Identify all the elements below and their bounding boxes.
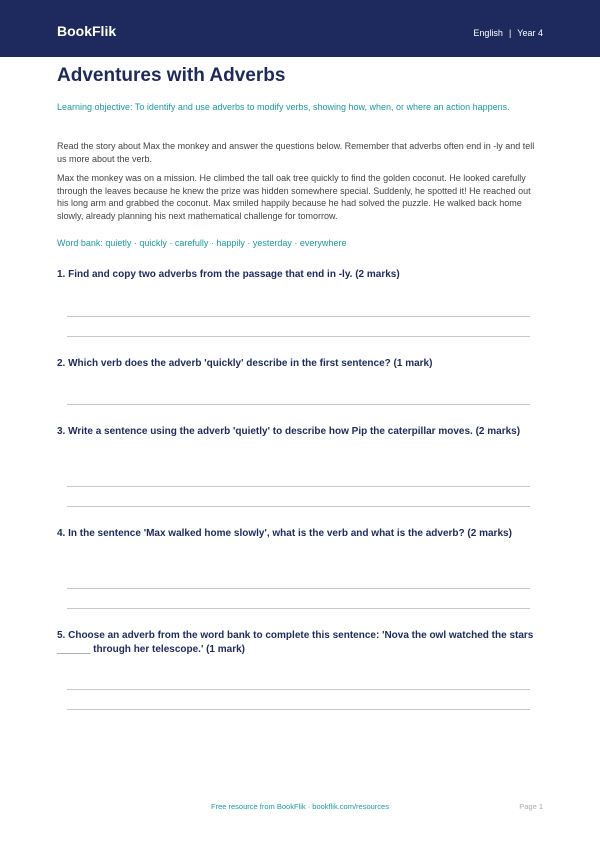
brand-logo: BookFlik — [57, 23, 117, 39]
question-3: 3. Write a sentence using the adverb 'quietly' to describe how Pip the caterpillar moves. (2 marks) — [57, 426, 521, 437]
word-bank: Word bank: quietly · quickly · carefully · happily · yesterday · everywhere — [57, 238, 347, 248]
page-number: Page 1 — [519, 802, 543, 811]
question-5: 5. Choose an adverb from the word bank to complete this sentence: 'Nova the owl watched the stars ______ through her telescope.' (1 mark) — [57, 630, 534, 655]
answer-line[interactable] — [67, 608, 530, 609]
year-label: Year 4 — [517, 28, 543, 38]
answer-line[interactable] — [67, 588, 530, 589]
page-title: Adventures with Adverbs — [57, 65, 286, 86]
answer-line[interactable] — [67, 316, 530, 317]
header-meta — [473, 27, 543, 39]
question-4: 4. In the sentence 'Max walked home slowly', what is the verb and what is the adverb? (2 marks) — [57, 528, 512, 539]
footer-link[interactable]: Free resource from BookFlik · bookflik.com/resources — [211, 802, 389, 811]
answer-line[interactable] — [67, 689, 530, 690]
question-2: 2. Which verb does the adverb 'quickly' describe in the first sentence? (1 mark) — [57, 358, 433, 369]
answer-line[interactable] — [67, 404, 530, 405]
header-bar — [0, 0, 600, 57]
instructions: Read the story about Max the monkey and answer the questions below. Remember that adverbs often end in -ly and tell us more about the verb. — [57, 141, 535, 164]
subject-label: English — [473, 28, 503, 38]
header-separator: | — [508, 28, 512, 38]
answer-line[interactable] — [67, 506, 530, 507]
answer-line[interactable] — [67, 486, 530, 487]
question-1: 1. Find and copy two adverbs from the passage that end in -ly. (2 marks) — [57, 269, 400, 280]
story-passage: Max the monkey was on a mission. He climbed the tall oak tree quickly to find the golden coconut. He looked carefully through the leaves because he knew the prize was hidden somewhere special. Suddenly, he spotted it! He reached out his long arm and grabbed the coconut. Max smiled happily because he had solved the puzzle. He walked back home slowly, already planning his next mathematical challenge for tomorrow. — [57, 173, 531, 221]
answer-line[interactable] — [67, 336, 530, 337]
answer-line[interactable] — [67, 709, 530, 710]
learning-objective: Learning objective: To identify and use adverbs to modify verbs, showing how, when, or where an action happens. — [57, 102, 510, 112]
